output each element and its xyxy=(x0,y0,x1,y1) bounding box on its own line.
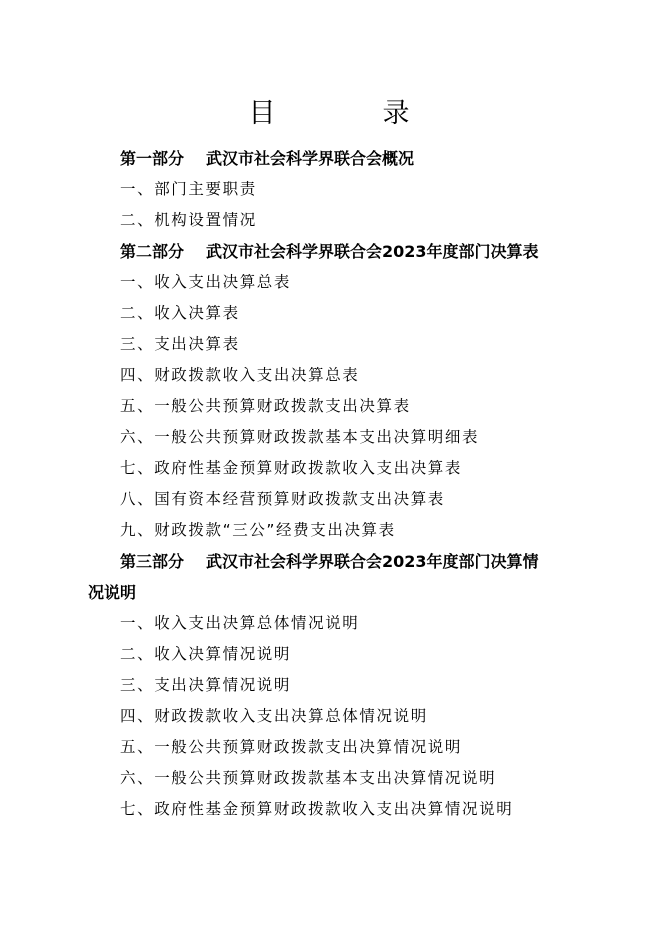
part-label: 第二部分 xyxy=(120,242,185,261)
toc-item: 二、收入决算表 xyxy=(120,304,240,322)
toc-item: 三、支出决算表 xyxy=(120,335,240,353)
part-label: 第一部分 xyxy=(120,149,185,168)
part-title: 武汉市社会科学界联合会2023年度部门决算表 xyxy=(206,242,539,261)
toc-item: 一、部门主要职责 xyxy=(120,180,257,198)
toc-item: 六、一般公共预算财政拨款基本支出决算明细表 xyxy=(120,428,480,446)
toc-part-2 xyxy=(88,236,578,267)
toc-item: 七、政府性基金预算财政拨款收入支出决算情况说明 xyxy=(120,800,514,818)
page-title: 目 录 xyxy=(248,98,450,130)
toc-item: 五、一般公共预算财政拨款支出决算表 xyxy=(120,397,411,415)
toc-item: 七、政府性基金预算财政拨款收入支出决算表 xyxy=(120,459,463,477)
toc-item: 二、收入决算情况说明 xyxy=(120,645,292,663)
toc-item: 五、一般公共预算财政拨款支出决算情况说明 xyxy=(120,738,463,756)
part-title: 武汉市社会科学界联合会概况 xyxy=(206,149,415,168)
part-title: 武汉市社会科学界联合会2023年度部门决算情 xyxy=(206,552,539,571)
toc-item: 四、财政拨款收入支出决算总体情况说明 xyxy=(120,707,428,725)
toc-item: 九、财政拨款“三公”经费支出决算表 xyxy=(120,521,396,539)
toc-part-1 xyxy=(88,143,578,174)
toc-item: 二、机构设置情况 xyxy=(120,211,257,229)
toc-item: 六、一般公共预算财政拨款基本支出决算情况说明 xyxy=(120,769,497,787)
table-of-contents xyxy=(88,143,578,825)
toc-item: 一、收入支出决算总体情况说明 xyxy=(120,614,360,632)
toc-item: 一、收入支出决算总表 xyxy=(120,273,292,291)
toc-part-3-continuation: 况说明 xyxy=(88,583,137,602)
toc-item: 四、财政拨款收入支出决算总表 xyxy=(120,366,360,384)
part-label: 第三部分 xyxy=(120,552,185,571)
toc-part-3 xyxy=(88,546,578,577)
toc-item: 八、国有资本经营预算财政拨款支出决算表 xyxy=(120,490,445,508)
toc-item: 三、支出决算情况说明 xyxy=(120,676,292,694)
